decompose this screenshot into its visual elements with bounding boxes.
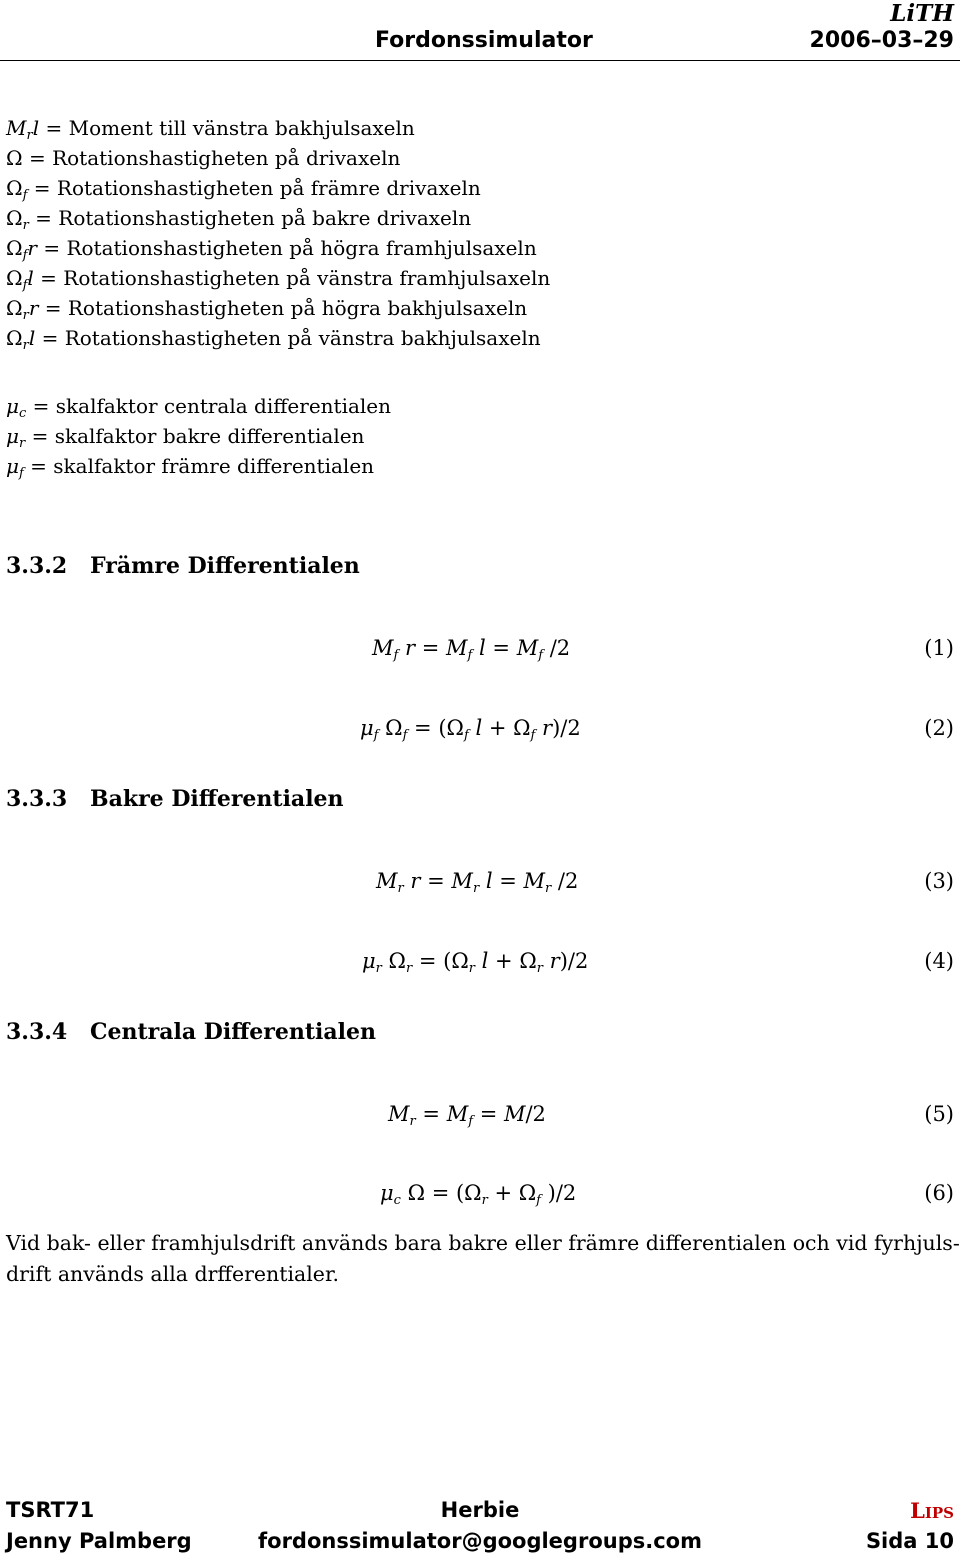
footer-group: Herbie bbox=[440, 1498, 520, 1522]
definition-item: $M_rl$ = Moment till vänstra bakhjulsaxeln bbox=[6, 116, 415, 143]
section-heading-front-differential: 3.3.2 Främre Differentialen bbox=[6, 553, 360, 579]
definition-item: $\Omega_rr$ = Rotationshastigheten på högra bakhjulsaxeln bbox=[6, 296, 528, 323]
equation-3: $M_r$ $r = M_r$ $l = M_r$ /2 bbox=[376, 869, 579, 896]
footer-lips-logo: Lips bbox=[910, 1498, 954, 1523]
equation-2: $\mu_f$ $\Omega_f = (\Omega_f$ $l + \Omega_f$ r)/2 bbox=[360, 716, 581, 743]
definition-item: $\Omega_fr$ = Rotationshastigheten på högra framhjulsaxeln bbox=[6, 236, 537, 263]
page-header bbox=[0, 0, 960, 61]
equation-5: $M_r = M_f = M/2$ bbox=[388, 1102, 546, 1129]
equation-number: (2) bbox=[924, 716, 954, 740]
definition-item: Ω = Rotationshastigheten på drivaxeln bbox=[6, 146, 401, 170]
equation-6: $\mu_c$ $\Omega = (\Omega_r + \Omega_f$ )/2 bbox=[380, 1181, 577, 1208]
equation-number: (1) bbox=[924, 636, 954, 660]
section-heading-central-differential: 3.3.4 Centrala Differentialen bbox=[6, 1019, 376, 1045]
definition-item: $\Omega_rl$ = Rotationshastigheten på vänstra bakhjulsaxeln bbox=[6, 326, 541, 353]
footer-author: Jenny Palmberg bbox=[6, 1529, 192, 1553]
header-title: Fordonssimulator bbox=[375, 28, 593, 53]
equation-number: (5) bbox=[924, 1102, 954, 1126]
body-paragraph bbox=[6, 1228, 960, 1290]
footer-course: TSRT71 bbox=[6, 1498, 95, 1522]
scale-definition-item: $\mu_f$ = skalfaktor främre differentialen bbox=[6, 454, 375, 481]
paragraph-line: Vid bak- eller framhjulsdrift används bara bakre eller främre differentialen och vid fyrhjuls- bbox=[6, 1231, 960, 1255]
scale-definition-item: $\mu_r$ = skalfaktor bakre differentialen bbox=[6, 424, 365, 451]
definitions-list bbox=[6, 113, 550, 353]
equation-number: (3) bbox=[924, 869, 954, 893]
equation-1: $M_f$ $r = M_f$ $l = M_f$ /2 bbox=[372, 636, 571, 663]
definition-item: $\Omega_f$ = Rotationshastigheten på främre drivaxeln bbox=[6, 176, 481, 203]
scale-definitions-list bbox=[6, 391, 391, 481]
header-date: 2006–03–29 bbox=[809, 28, 954, 53]
footer-page-number: Sida 10 bbox=[865, 1529, 954, 1553]
equation-number: (6) bbox=[924, 1181, 954, 1205]
header-brand: LiTH bbox=[890, 0, 954, 27]
equation-number: (4) bbox=[924, 949, 954, 973]
paragraph-line: drift används alla drfferentialer. bbox=[6, 1262, 340, 1286]
definition-item: $\Omega_fl$ = Rotationshastigheten på vänstra framhjulsaxeln bbox=[6, 266, 551, 293]
scale-definition-item: $\mu_c$ = skalfaktor centrala differentialen bbox=[6, 394, 392, 421]
footer-email: fordonssimulator@googlegroups.com bbox=[258, 1529, 702, 1553]
definition-item: $\Omega_r$ = Rotationshastigheten på bakre drivaxeln bbox=[6, 206, 472, 233]
equation-4: $\mu_r$ $\Omega_r = (\Omega_r$ $l + \Omega_r$ r)/2 bbox=[362, 949, 589, 976]
section-heading-rear-differential: 3.3.3 Bakre Differentialen bbox=[6, 786, 344, 812]
